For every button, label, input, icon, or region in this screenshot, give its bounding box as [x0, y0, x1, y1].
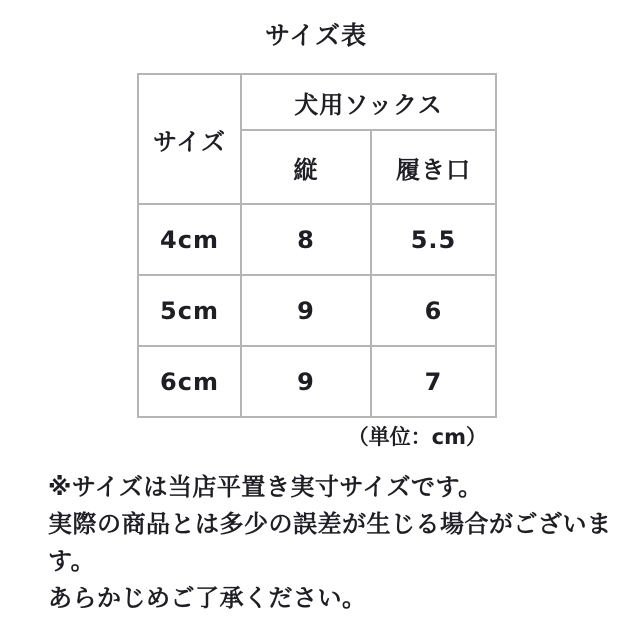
col-header-length: 縦: [241, 130, 371, 204]
length-cell: 9: [241, 346, 371, 417]
table-row: [138, 204, 496, 275]
unit-note: （単位：cm）: [347, 425, 487, 449]
table-group-header-row: [138, 74, 496, 130]
length-cell: 8: [241, 204, 371, 275]
note-line: あらかじめご了承ください。: [48, 584, 367, 612]
opening-cell: 7: [371, 346, 496, 417]
size-table: [137, 73, 497, 418]
size-disclaimer-notes: [48, 469, 623, 617]
size-cell: 6cm: [138, 346, 241, 417]
group-header-dog-socks: 犬用ソックス: [241, 74, 496, 130]
table-row: [138, 275, 496, 346]
note-line: 実際の商品とは多少の誤差が生じる場合がございます。: [48, 510, 612, 575]
size-cell: 4cm: [138, 204, 241, 275]
table-row: [138, 346, 496, 417]
corner-header-size: サイズ: [138, 74, 241, 204]
size-cell: 5cm: [138, 275, 241, 346]
col-header-opening: 履き口: [371, 130, 496, 204]
opening-cell: 5.5: [371, 204, 496, 275]
page-title: サイズ表: [264, 21, 367, 50]
opening-cell: 6: [371, 275, 496, 346]
note-line: ※サイズは当店平置き実寸サイズです。: [48, 473, 483, 501]
length-cell: 9: [241, 275, 371, 346]
